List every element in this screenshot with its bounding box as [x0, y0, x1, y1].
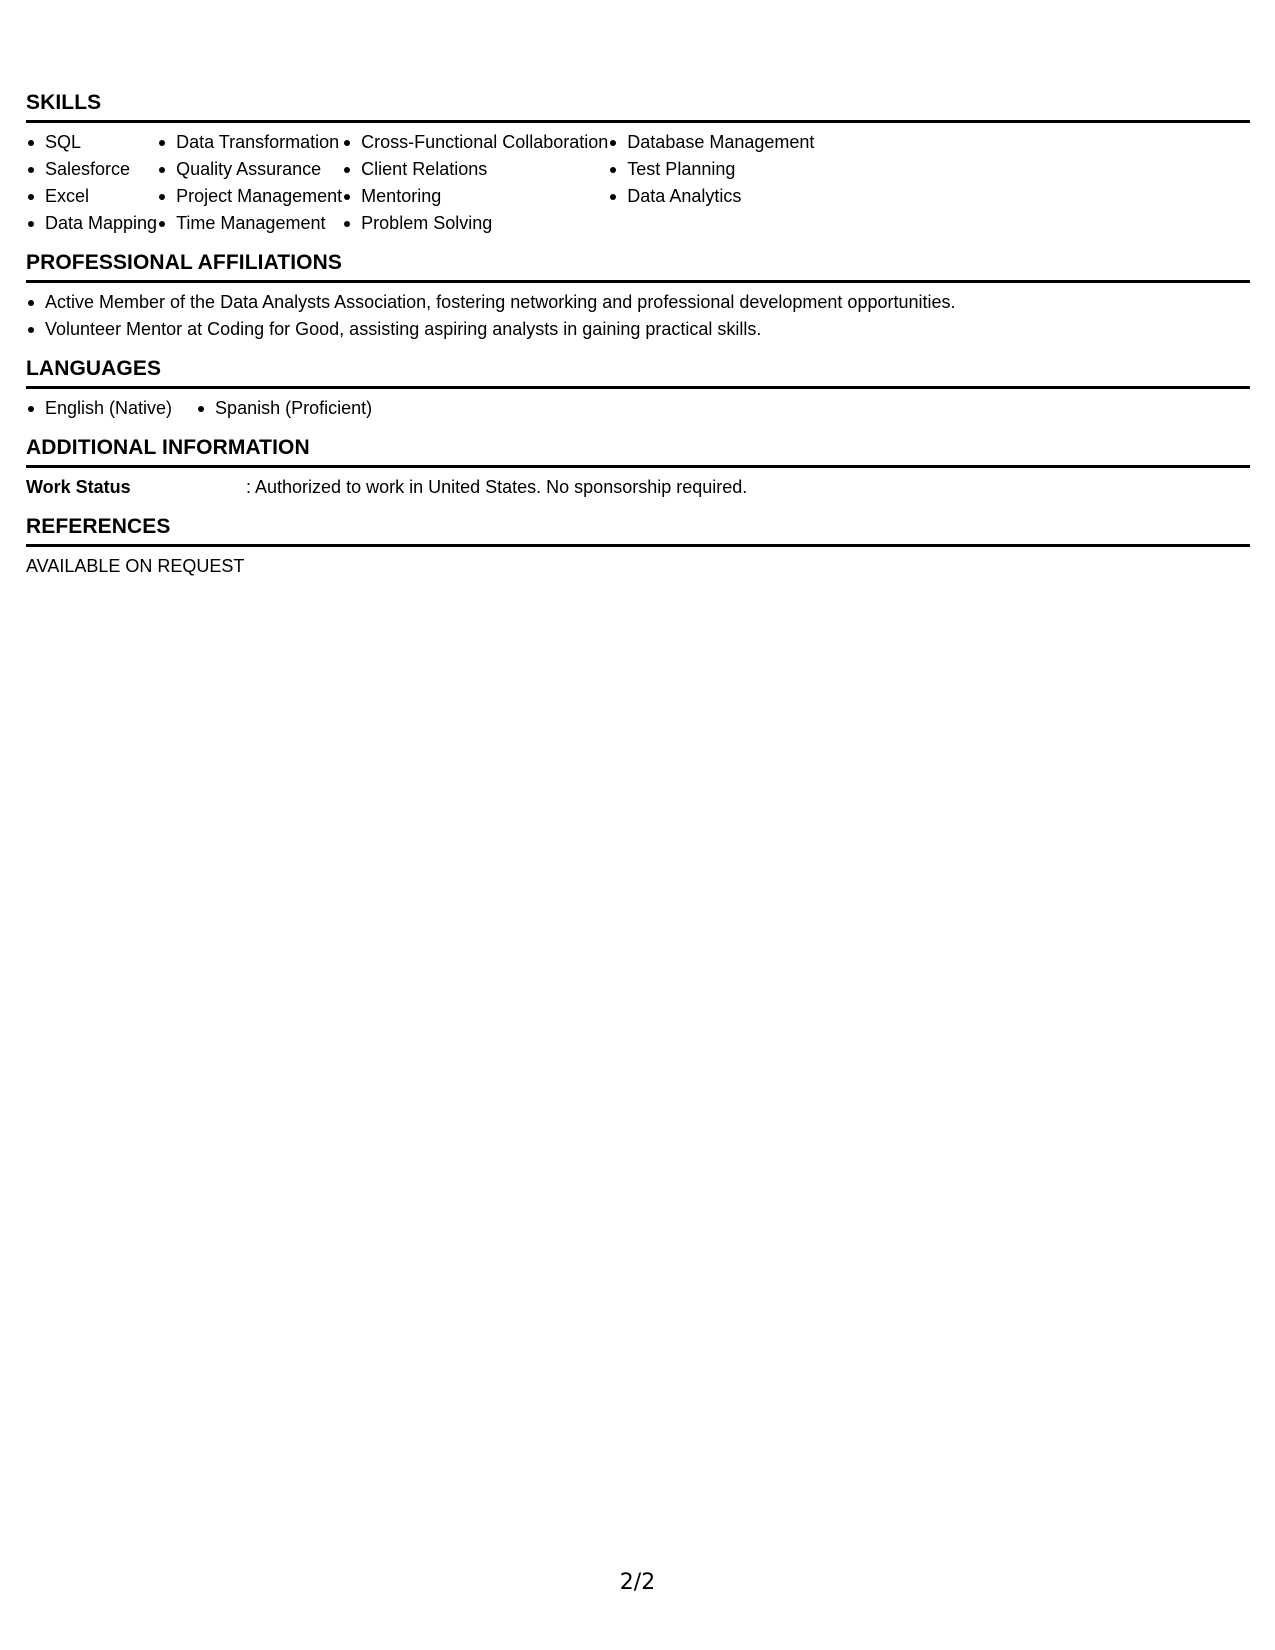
- skill-item: Data Mapping: [26, 210, 157, 237]
- skills-column-4: [608, 129, 814, 237]
- affiliation-item: Volunteer Mentor at Coding for Good, assisting aspiring analysts in gaining practical skills.: [26, 316, 1250, 343]
- languages-list: [26, 395, 1250, 422]
- spacer: [26, 237, 1250, 250]
- skills-grid: [26, 123, 1250, 237]
- languages-body: [26, 389, 1250, 422]
- skill-item: Test Planning: [608, 156, 814, 183]
- skills-heading: SKILLS: [26, 90, 1250, 123]
- skill-item: Data Analytics: [608, 183, 814, 210]
- work-status-label: Work Status: [26, 477, 131, 497]
- skills-column-3: [342, 129, 608, 237]
- skill-item: Project Management: [157, 183, 342, 210]
- spacer: [26, 422, 1250, 435]
- language-item: English (Native): [26, 395, 172, 422]
- additional-info-heading: ADDITIONAL INFORMATION: [26, 435, 1250, 468]
- languages-section: [26, 356, 1250, 422]
- skills-column-2: [157, 129, 342, 237]
- skill-item: SQL: [26, 129, 157, 156]
- work-status-value: : Authorized to work in United States. No sponsorship required.: [246, 477, 748, 497]
- skills-column-1: [26, 129, 157, 237]
- skill-item: Excel: [26, 183, 157, 210]
- skill-item: Mentoring: [342, 183, 608, 210]
- spacer: [26, 501, 1250, 514]
- affiliations-list: [26, 289, 1250, 343]
- references-section: [26, 514, 1250, 580]
- language-item: Spanish (Proficient): [196, 395, 372, 422]
- skill-item: Quality Assurance: [157, 156, 342, 183]
- affiliation-item: Active Member of the Data Analysts Association, fostering networking and professional development opportunities.: [26, 289, 1250, 316]
- references-text: AVAILABLE ON REQUEST: [26, 556, 245, 576]
- work-status-row: [26, 468, 1250, 501]
- skill-item: Time Management: [157, 210, 342, 237]
- languages-heading: LANGUAGES: [26, 356, 1250, 389]
- spacer: [26, 343, 1250, 356]
- affiliations-section: [26, 250, 1250, 343]
- affiliations-heading: PROFESSIONAL AFFILIATIONS: [26, 250, 1250, 283]
- page-number: 2/2: [619, 1570, 656, 1595]
- skills-section: [26, 90, 1250, 237]
- skill-item: Data Transformation: [157, 129, 342, 156]
- references-heading: REFERENCES: [26, 514, 1250, 547]
- affiliations-body: [26, 283, 1250, 343]
- skill-item: Salesforce: [26, 156, 157, 183]
- skill-item: Problem Solving: [342, 210, 608, 237]
- additional-info-section: [26, 435, 1250, 501]
- resume-page: [26, 90, 1250, 580]
- skill-item: Database Management: [608, 129, 814, 156]
- references-body: [26, 547, 1250, 580]
- skill-item: Client Relations: [342, 156, 608, 183]
- skill-item: Cross-Functional Collaboration: [342, 129, 608, 156]
